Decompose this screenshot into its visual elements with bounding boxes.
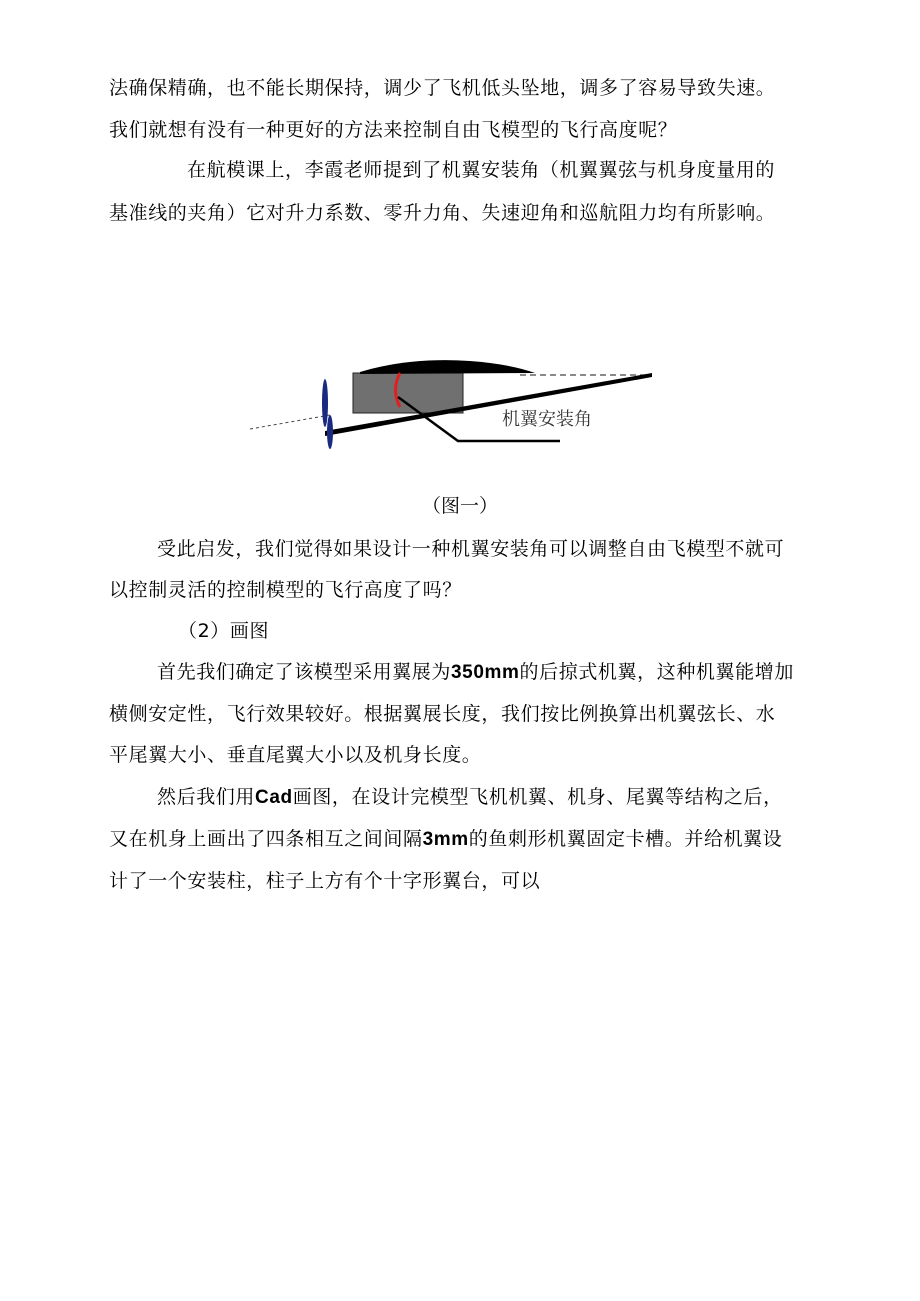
figure-label: 机翼安装角	[502, 409, 592, 430]
text-segment: 的后掠式机翼，这种机翼能增加	[519, 661, 794, 683]
text-segment: 又在机身上画出了四条相互之间间隔	[109, 828, 423, 850]
wing-mount-block	[353, 373, 463, 413]
text-segment: 的鱼刺形机翼固定卡槽。并给机翼设	[468, 828, 783, 850]
text-line: 计了一个安装柱，柱子上方有个十字形翼台，可以	[109, 870, 541, 892]
text-line: 在航模课上，李霞老师提到了机翼安装角（机翼翼弦与机身度量用的	[187, 159, 776, 181]
propeller-lower	[327, 415, 333, 449]
wing-airfoil	[360, 360, 535, 374]
text-line: 我们就想有没有一种更好的方法来控制自由飞模型的飞行高度呢？	[109, 119, 678, 141]
slot-spacing-value: 3mm	[422, 829, 469, 850]
text-segment: 首先我们确定了该模型采用翼展为	[157, 661, 452, 683]
wingspan-value: 350mm	[451, 662, 520, 683]
text-line	[109, 827, 782, 852]
text-line: 以控制灵活的控制模型的飞行高度了吗？	[109, 579, 462, 601]
text-line: 横侧安定性，飞行效果较好。根据翼展长度，我们按比例换算出机翼弦长、水	[109, 703, 776, 725]
wing-incidence-figure	[250, 355, 670, 460]
text-segment: 画图，在设计完模型飞机机翼、机身、尾翼等结构之后，	[292, 786, 783, 808]
reference-dashed-line	[250, 415, 330, 429]
text-segment: 然后我们用	[157, 786, 256, 808]
text-line: 法确保精确，也不能长期保持，调少了飞机低头坠地，调多了容易导致失速。	[109, 77, 776, 99]
propeller-upper	[322, 379, 328, 427]
text-line: 平尾翼大小、垂直尾翼大小以及机身长度。	[109, 744, 482, 766]
text-line: 基准线的夹角）它对升力系数、零升力角、失速迎角和巡航阻力均有所影响。	[109, 202, 776, 224]
figure-caption: （图一）	[421, 495, 498, 517]
text-line	[157, 785, 783, 810]
software-name: Cad	[255, 787, 293, 808]
text-line: 受此启发，我们觉得如果设计一种机翼安装角可以调整自由飞模型不就可	[157, 538, 785, 560]
text-line	[157, 660, 794, 685]
section-heading: （2）画图	[178, 620, 270, 642]
